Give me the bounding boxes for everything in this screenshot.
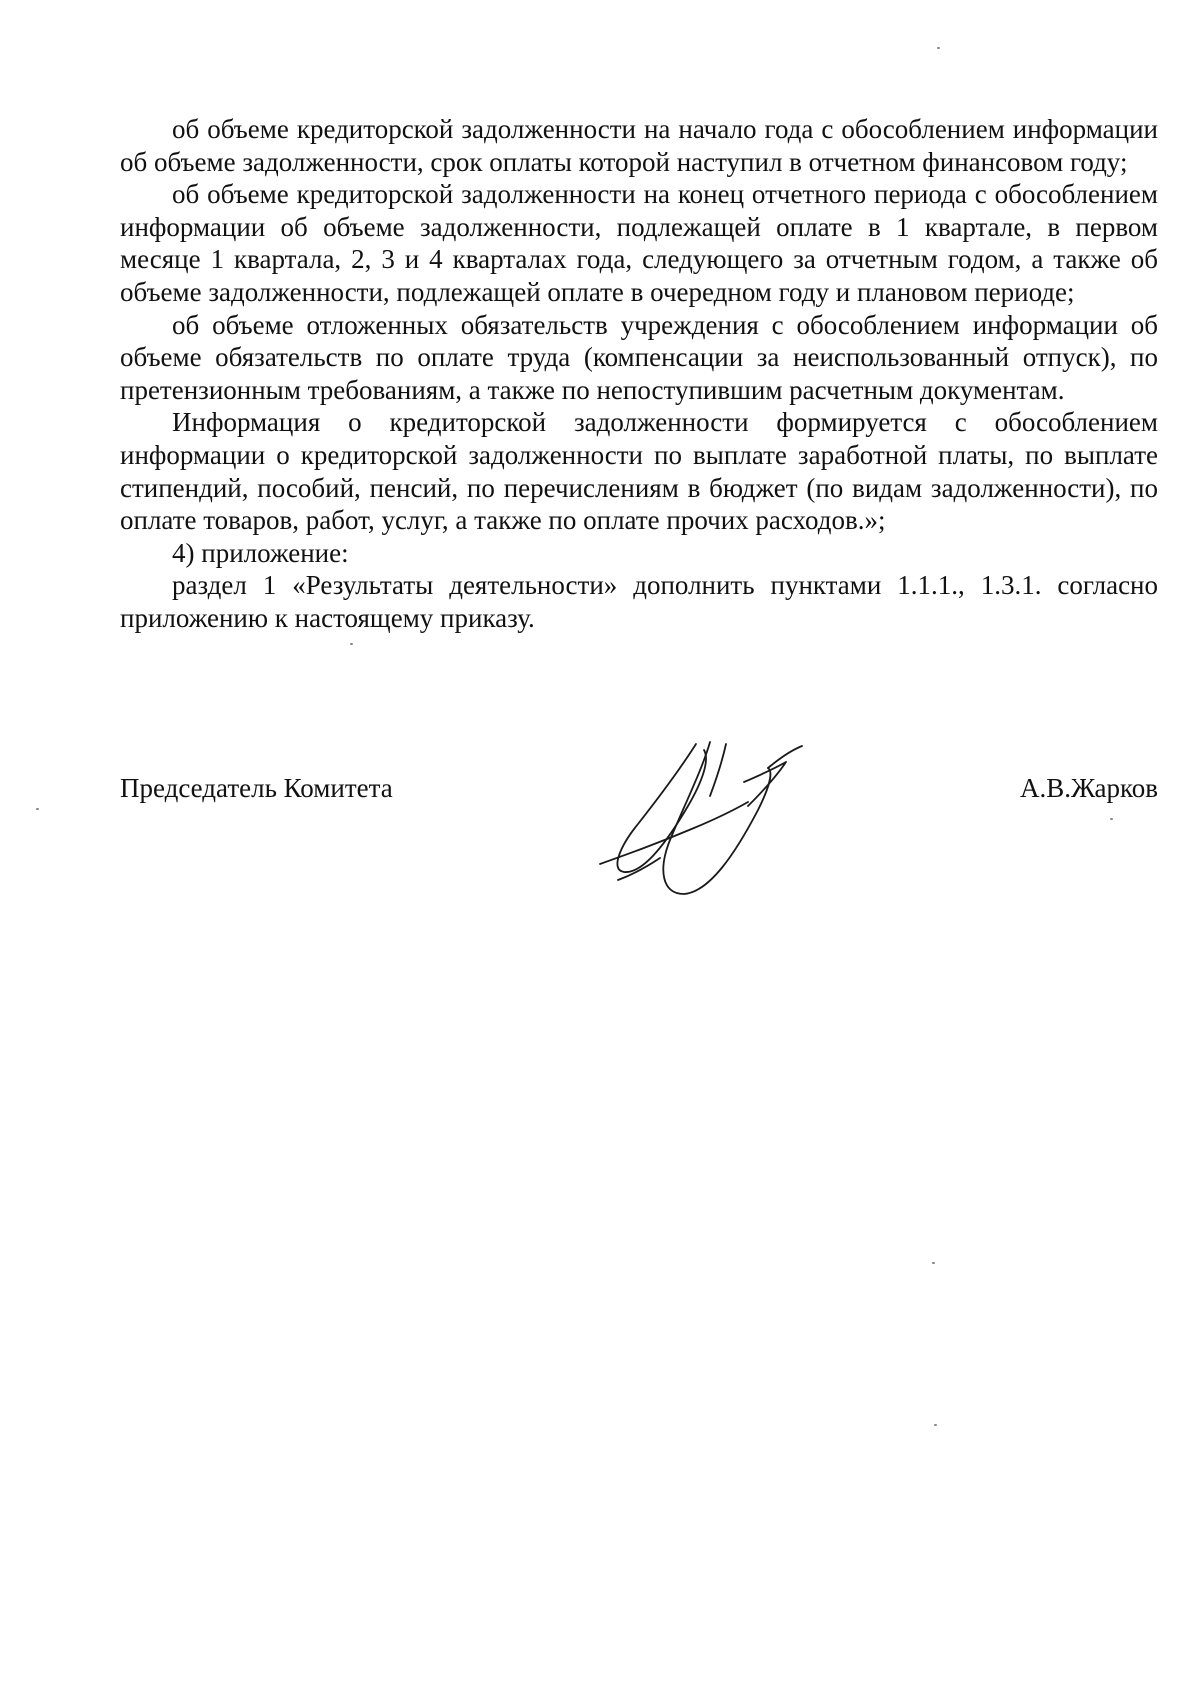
paragraph-deferred-obligations: об объеме отложенных обязательств учреждения с обособлением информации об объеме обязательств по оплате труда (компенсации за неиспользованный отпуск), по претензионным требованиям, а также по непоступившим расчетным документам. (120, 309, 1158, 405)
paragraph-appendix-item: 4) приложение: (172, 537, 349, 568)
handwritten-signature (598, 736, 808, 906)
document-body (120, 113, 1158, 635)
paragraph-debt-information: Информация о кредиторской задолженности формируется с обособлением информации о кредиторской задолженности по выплате заработной платы, по выплате стипендий, пособий, пенсий, по перечислениям в бюджет (по видам задолженности), по оплате товаров, работ, услуг, а также по оплате прочих расходов.»; (120, 407, 1158, 536)
signatory-name: А.В.Жарков (1019, 773, 1158, 803)
signatory-position: Председатель Комитета (120, 773, 393, 803)
scan-speck (934, 1424, 937, 1426)
paragraph-section-amendment: раздел 1 «Результаты деятельности» дополнить пунктами 1.1.1., 1.3.1. согласно приложению к настоящему приказу. (120, 570, 1158, 633)
scan-speck (1110, 818, 1113, 820)
scan-speck (350, 643, 353, 645)
scan-speck (932, 1262, 935, 1264)
scan-speck (36, 808, 39, 810)
scan-speck (937, 47, 940, 49)
paragraph-opening-debt: об объеме кредиторской задолженности на начало года с обособлением информации об объеме задолженности, срок оплаты которой наступил в отчетном финансовом году; (120, 114, 1158, 177)
paragraph-closing-debt: об объеме кредиторской задолженности на конец отчетного периода с обособлением информации об объеме задолженности, подлежащей оплате в 1 квартале, в первом месяце 1 квартала, 2, 3 и 4 кварталах года, следующего за отчетным годом, а также об объеме задолженности, подлежащей оплате в очередном году и плановом периоде; (120, 179, 1158, 307)
